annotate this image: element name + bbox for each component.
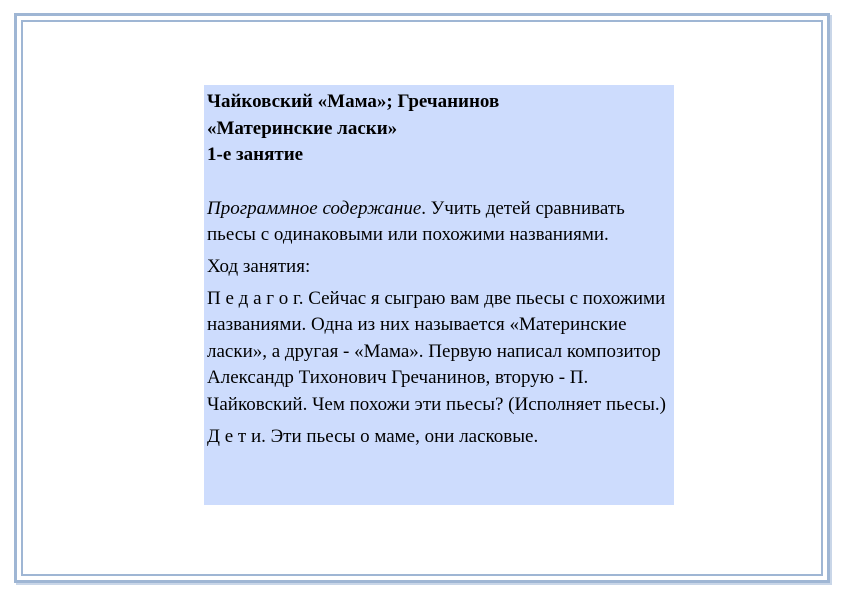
children-text: Эти пьесы о маме, они ласковые.	[265, 425, 539, 447]
children-paragraph	[207, 424, 671, 451]
program-text: . Учить детей сравнивать пьесы с одинаковыми или похожими названиями.	[207, 197, 625, 246]
lesson-title-line-2: «Материнские ласки»	[207, 117, 398, 139]
teacher-paragraph	[207, 286, 671, 419]
teacher-label: П е д а г о г.	[207, 287, 304, 309]
lesson-title-line-1: Чайковский «Мама»; Гречанинов	[207, 91, 500, 112]
blank-line	[207, 169, 671, 196]
program-label: Программное содержание	[207, 197, 422, 219]
teacher-text: Сейчас я сыграю вам две пьесы с похожими названиями. Одна из них называется «Материнские ласки», а другая - «Мама». Первую написал композитор Александр Тихонович Гречанинов, вторую - П. Чайковский. Чем похожи эти пьесы? (Исполняет пьесы.)	[207, 287, 666, 415]
lesson-text-box	[204, 85, 674, 505]
program-paragraph	[207, 196, 671, 249]
children-label: Д е т и.	[207, 425, 266, 447]
course-heading: Ход занятия:	[207, 255, 311, 277]
lesson-number: 1-е занятие	[207, 144, 304, 166]
